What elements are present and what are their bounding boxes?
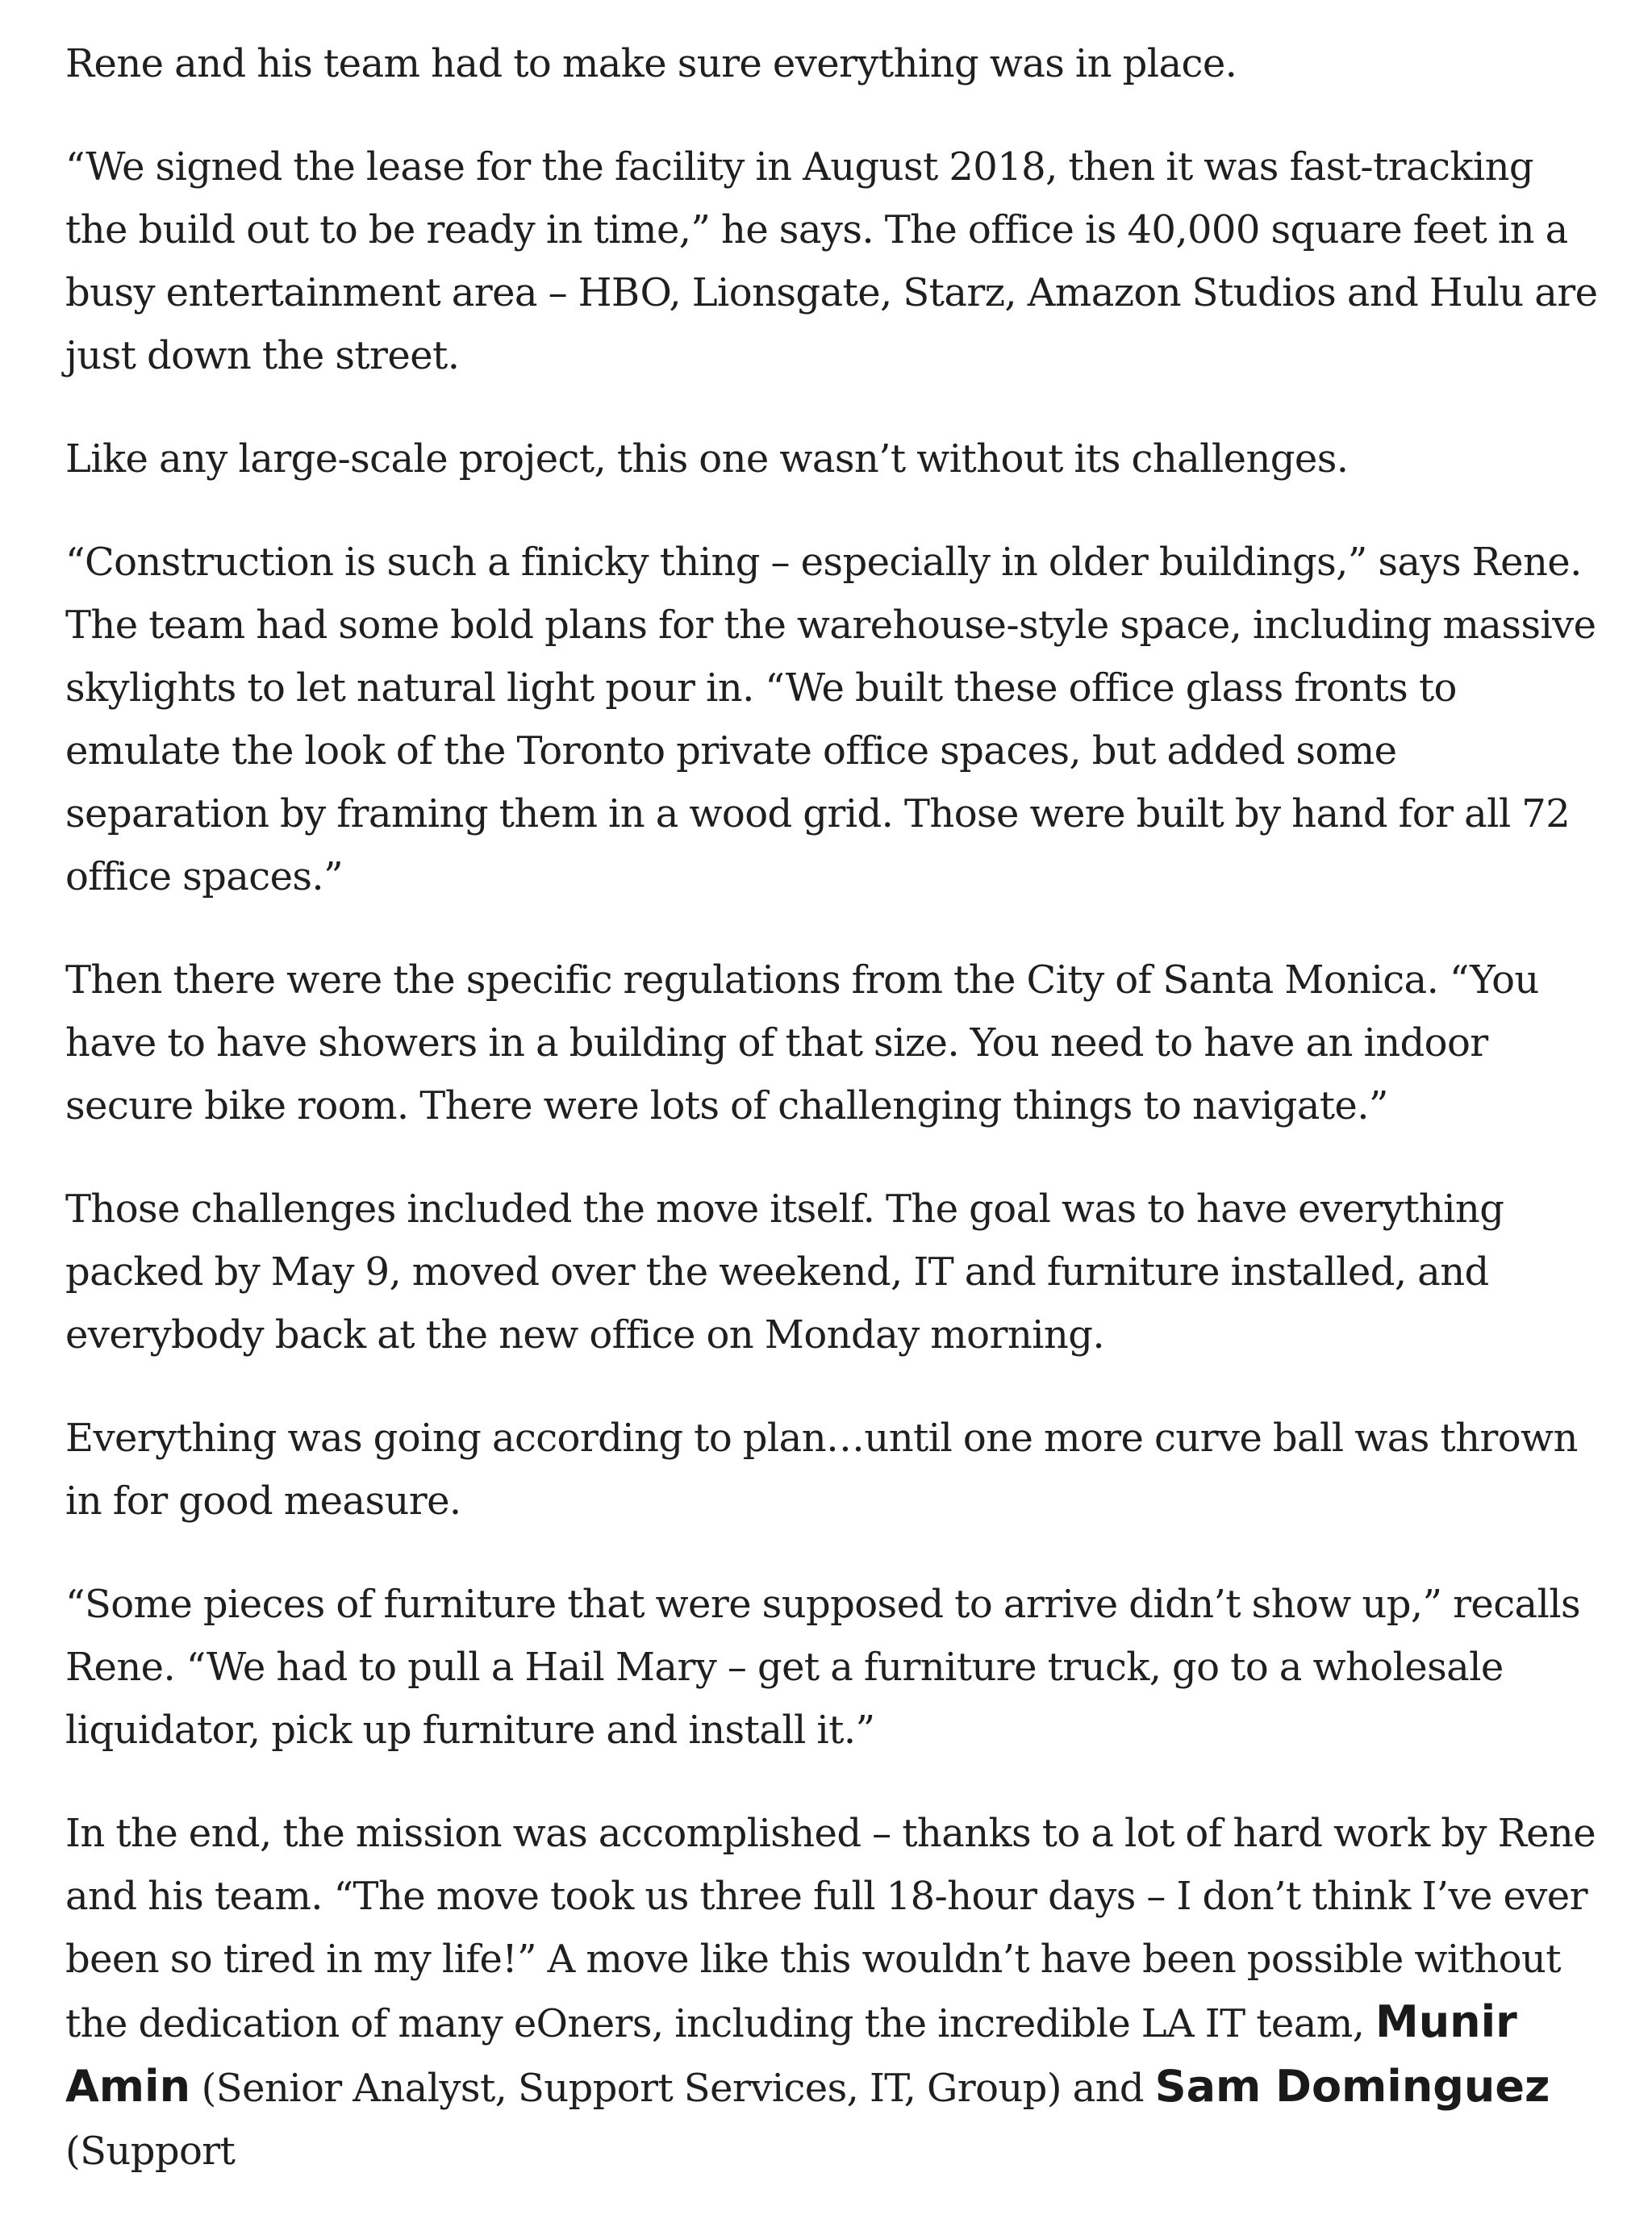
paragraph-3: Like any large-scale project, this one wasn’t without its challenges. xyxy=(65,436,1349,482)
paragraph-9-text-3: (Support xyxy=(65,2129,236,2174)
paragraph-2: “We signed the lease for the facility in August 2018, then it was fast-tracking the build out to be ready in time,” he says. The office is 40,000 square feet in a busy entertainment area – HBO, Lionsgate, Starz, Amazon Studios and Hulu are just down the street. xyxy=(65,144,1598,378)
paragraph-7: Everything was going according to plan…until one more curve ball was thrown in for good measure. xyxy=(65,1416,1578,1524)
person-name-munir-amin: Munir Amin xyxy=(65,1996,1517,2112)
article-body xyxy=(65,32,1606,2223)
person-name-sam-dominguez: Sam Dominguez xyxy=(1154,2061,1550,2112)
paragraph-5: Then there were the specific regulations from the City of Santa Monica. “You have to have showers in a building of that size. You need to have an indoor secure bike room. There were lots of challenging things to navigate.” xyxy=(65,957,1539,1128)
paragraph-6: Those challenges included the move itself. The goal was to have everything packed by May 9, moved over the weekend, IT and furniture installed, and everybody back at the new office on Monday morning. xyxy=(65,1187,1504,1358)
paragraph-8: “Some pieces of furniture that were supposed to arrive didn’t show up,” recalls Rene. “We had to pull a Hail Mary – get a furniture truck, go to a wholesale liquidator, pick up furniture and install it.” xyxy=(65,1582,1581,1753)
paragraph-4: “Construction is such a finicky thing – especially in older buildings,” says Rene. The team had some bold plans for the warehouse-style space, including massive skylights to let natural light pour in. “We built these office glass fronts to emulate the look of the Toronto private office spaces, but added some separation by framing them in a wood grid. Those were built by hand for all 72 office spaces.” xyxy=(65,540,1596,899)
paragraph-9 xyxy=(65,1802,1606,2183)
paragraph-9-text-1: In the end, the mission was accomplished – thanks to a lot of hard work by Rene and his team. “The move took us three full 18-hour days – I don’t think I’ve ever been so tired in my life!” A move like this wouldn’t have been possible without the dedication of many eOners, including the incredible LA IT team, xyxy=(65,1811,1596,2046)
paragraph-1: Rene and his team had to make sure everything was in place. xyxy=(65,41,1237,86)
paragraph-9-text-2: (Senior Analyst, Support Services, IT, Group) and xyxy=(190,2066,1155,2111)
